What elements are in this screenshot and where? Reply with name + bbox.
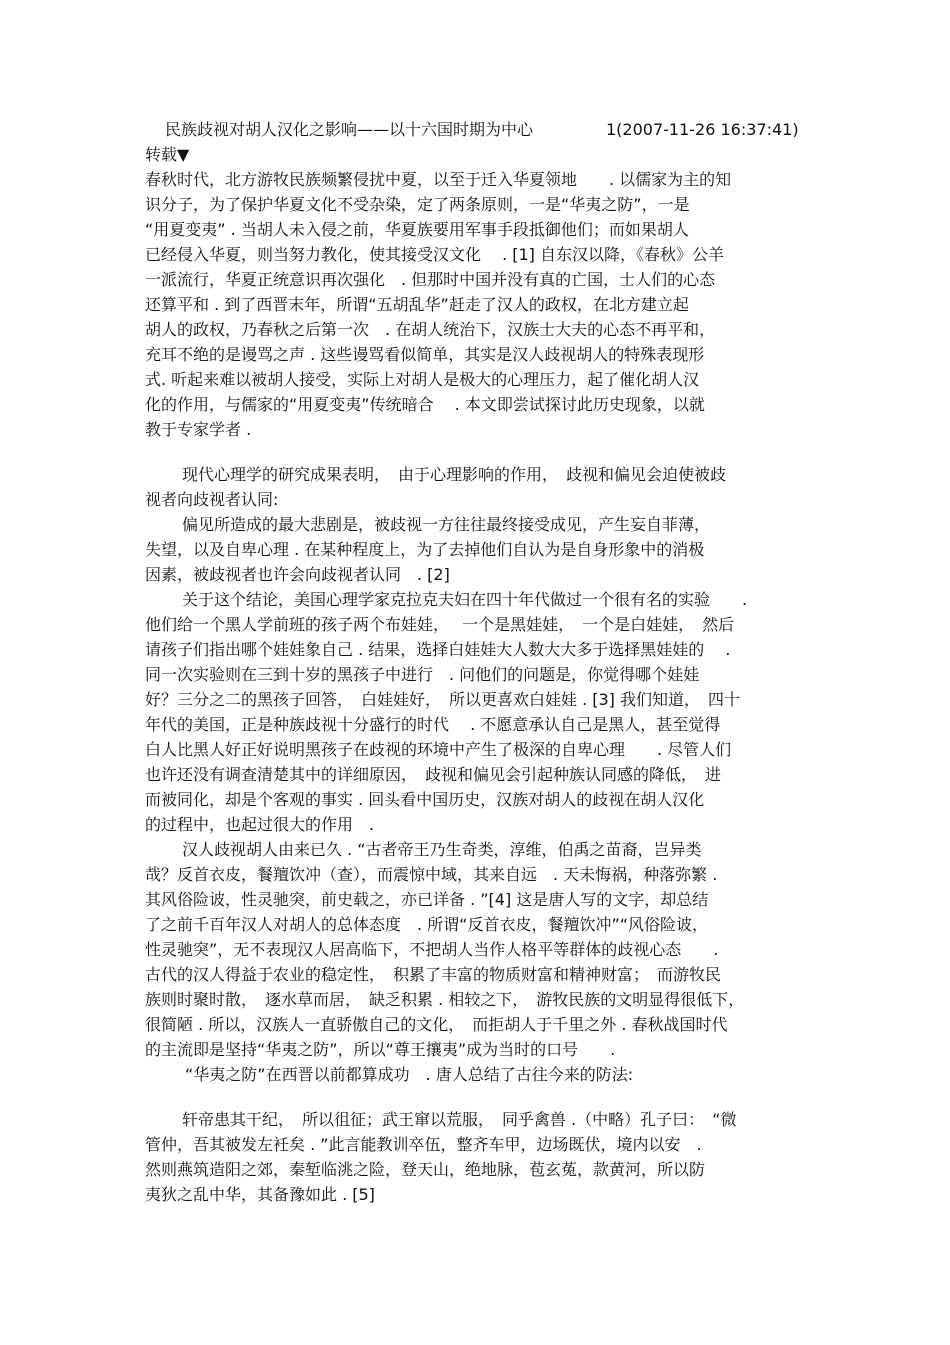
text-line: 而被同化，却是个客观的事实 . 回头看中国历史，汉族对胡人的歧视在胡人汉化	[145, 790, 705, 809]
text-line: 夷狄之乱中华，其备豫如此 . [5]	[145, 1185, 375, 1204]
text-line: 关于这个结论，美国心理学家克拉克夫妇在四十年代做过一个很有名的实验 .	[182, 590, 748, 609]
text-line: 好？三分之二的黑孩子回答， 白娃娃好， 所以更喜欢白娃娃 . [3] 我们知道， 四十	[145, 690, 741, 709]
text-line: 性灵驰突”，无不表现汉人居高临下，不把胡人当作人格平等群体的歧视心态 .	[145, 940, 719, 959]
text-line: 汉人歧视胡人由来已久 . “古者帝王乃生奇类，淳维，伯禹之苗裔，岂异类	[182, 840, 702, 859]
text-line: 化的作用，与儒家的“用夏变夷”传统暗合 . 本文即尝试探讨此历史现象，以就	[145, 395, 705, 414]
document-title: 民族歧视对胡人汉化之影响——以十六国时期为中心	[165, 120, 534, 139]
post-meta: 1(2007-11-26 16:37:41)	[606, 120, 799, 139]
repost-label: 转载▼	[145, 145, 190, 164]
text-line: 春秋时代，北方游牧民族频繁侵扰中夏，以至于迁入华夏领地 . 以儒家为主的知	[145, 170, 732, 189]
text-line: 古代的汉人得益于农业的稳定性， 积累了丰富的物质财富和精神财富； 而游牧民	[145, 965, 722, 984]
text-line: 族则时聚时散， 逐水草而居， 缺乏积累 . 相较之下， 游牧民族的文明显得很低下，	[145, 990, 745, 1009]
text-line: 胡人的政权，乃春秋之后第一次 . 在胡人统治下，汉族士大夫的心态不再平和，	[145, 320, 716, 339]
text-line: “用夏变夷” . 当胡人未入侵之前，华夏族要用军事手段抵御他们；而如果胡人	[145, 220, 689, 239]
text-line: 偏见所造成的最大悲剧是，被歧视一方往往最终接受成见，产生妄自菲薄，	[182, 515, 711, 534]
text-line: 一派流行，华夏正统意识再次强化 . 但那时中国并没有真的亡国，士人们的心态	[145, 270, 716, 289]
text-line: 还算平和 . 到了西晋末年，所谓“五胡乱华”赶走了汉人的政权，在北方建立起	[145, 295, 689, 314]
text-line: “华夷之防”在西晋以前都算成功 . 唐人总结了古往今来的防法:	[185, 1065, 634, 1084]
text-line: 管仲，吾其被发左衽矣 . ”此言能教训卒伍，整齐车甲，边场既伏，境内以安 .	[145, 1135, 702, 1154]
text-line: 也许还没有调查清楚其中的详细原因， 歧视和偏见会引起种族认同感的降低， 进	[145, 765, 722, 784]
text-line: 其风俗险诐，性灵驰突，前史载之，亦已详备 . ”[4] 这是唐人写的文字，却总结	[145, 890, 709, 909]
text-line: 轩帝患其干纪， 所以徂征；武王窜以荒服， 同乎禽兽 .（中略）孔子曰： “微	[182, 1110, 737, 1129]
text-line: 很简陋 . 所以，汉族人一直骄傲自己的文化， 而拒胡人于千里之外 . 春秋战国时代	[145, 1015, 728, 1034]
text-line: 失望，以及自卑心理 . 在某种程度上，为了去掉他们自认为是自身形象中的消极	[145, 540, 705, 559]
text-line: 已经侵入华夏，则当努力教化，使其接受汉文化 . [1] 自东汉以降，《春秋》公羊	[145, 245, 725, 264]
text-line: 的主流即是坚持“华夷之防”，所以“尊王攘夷”成为当时的口号 .	[145, 1040, 616, 1059]
text-line: 现代心理学的研究成果表明， 由于心理影响的作用， 歧视和偏见会迫使被歧	[182, 465, 727, 484]
text-line: 视者向歧视者认同:	[145, 490, 279, 509]
text-line: 白人比黑人好正好说明黑孩子在歧视的环境中产生了极深的自卑心理 . 尽管人们	[145, 740, 732, 759]
text-line: 请孩子们指出哪个娃娃象自己 . 结果，选择白娃娃大人数大大多于选择黑娃娃的 .	[145, 640, 731, 659]
text-line: 教于专家学者 .	[145, 420, 252, 439]
text-line: 识分子，为了保护华夏文化不受杂染，定了两条原则，一是“华夷之防”，一是	[145, 195, 690, 214]
text-line: 了之前千百年汉人对胡人的总体态度 . 所谓“反首衣皮，餐羶饮冲”“风俗险诐，	[145, 915, 709, 934]
text-line: 的过程中，也起过很大的作用 .	[145, 815, 375, 834]
text-line: 哉？反首衣皮，餐羶饮冲（查），而震惊中域，其来自远 . 天未悔祸，种落弥繁 .	[145, 865, 718, 884]
text-line: 他们给一个黑人学前班的孩子两个布娃娃， 一个是黑娃娃， 一个是白娃娃， 然后	[145, 615, 735, 634]
text-line: 充耳不绝的是谩骂之声 . 这些谩骂看似简单，其实是汉人歧视胡人的特殊表现形	[145, 345, 705, 364]
text-line: 式. 听起来难以被胡人接受，实际上对胡人是极大的心理压力，起了催化胡人汉	[145, 370, 700, 389]
text-line: 因素，被歧视者也许会向歧视者认同 . [2]	[145, 565, 450, 584]
text-line: 然则燕筑造阳之郊，秦堑临洮之险，登天山，绝地脉，苞玄菟，款黄河，所以防	[145, 1160, 706, 1179]
text-line: 年代的美国，正是种族歧视十分盛行的时代 . 不愿意承认自己是黑人，甚至觉得	[145, 715, 721, 734]
text-line: 同一次实验则在三到十岁的黑孩子中进行 . 问他们的问题是，你觉得哪个娃娃	[145, 665, 700, 684]
